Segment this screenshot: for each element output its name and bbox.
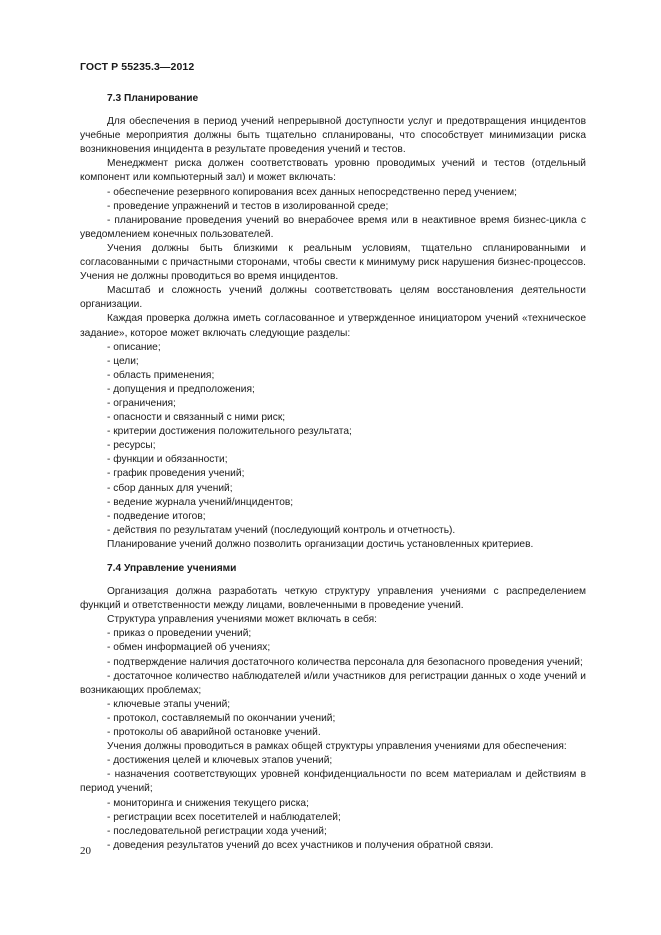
page-number: 20	[80, 845, 91, 857]
list-item: - достаточное количество наблюдателей и/или участников для регистрации данных о ходе учений и возникающих проблемах;	[80, 670, 586, 696]
document-header: ГОСТ Р 55235.3—2012	[80, 61, 195, 73]
list-item: - критерии достижения положительного результата;	[107, 426, 352, 438]
list-item: - допущения и предположения;	[107, 383, 255, 395]
list-item: - проведение упражнений и тестов в изолированной среде;	[107, 200, 389, 212]
list-item: - последовательной регистрации хода учений;	[107, 825, 327, 837]
list-item: - приказ о проведении учений;	[107, 628, 252, 640]
list-item: - график проведения учений;	[107, 468, 245, 480]
list-item: - ключевые этапы учений;	[107, 698, 231, 710]
list-item: - достижения целей и ключевых этапов учений;	[107, 755, 333, 767]
section-heading-7-4: 7.4 Управление учениями	[107, 563, 237, 574]
paragraph: Каждая проверка должна иметь согласованное и утвержденное инициатором учений «техническое задание», которое может включать следующие разделы:	[80, 313, 586, 339]
list-item: - сбор данных для учений;	[107, 482, 233, 494]
list-item: - подведение итогов;	[107, 510, 206, 522]
paragraph: Учения должны быть близкими к реальным условиям, тщательно спланированными и согласованными с причастными сторонами, чтобы свести к минимуму риск нарушения бизнес-процессов. Учения не должны проводиться во время инцидентов.	[80, 242, 586, 283]
section-heading-7-3: 7.3 Планирование	[107, 93, 199, 104]
list-item: - область применения;	[107, 369, 215, 381]
list-item: - действия по результатам учений (последующий контроль и отчетность).	[107, 524, 456, 536]
list-item: - ведение журнала учений/инцидентов;	[107, 496, 294, 508]
list-item: - планирование проведения учений во внерабочее время или в неактивное время бизнес-цикла с уведомлением конечных пользователей.	[80, 214, 586, 240]
paragraph: Учения должны проводиться в рамках общей структуры управления учениями для обеспечения:	[107, 741, 567, 753]
list-item: - регистрации всех посетителей и наблюдателей;	[107, 811, 341, 823]
list-item: - протокол, составляемый по окончании учений;	[107, 712, 336, 724]
paragraph: Для обеспечения в период учений непрерывной доступности услуг и предотвращения инцидентов учебные мероприятия должны быть тщательно спланированы, что способствует минимизации риска возникновения инцидента в результате проведения учений и тестов.	[80, 116, 586, 156]
list-item: - назначения соответствующих уровней конфиденциальности по всем материалам и действиям в период учений;	[80, 769, 586, 795]
list-item: - доведения результатов учений до всех участников и получения обратной связи.	[107, 839, 494, 851]
list-item: - опасности и связанный с ними риск;	[107, 412, 286, 424]
list-item: - ограничения;	[107, 397, 176, 409]
paragraph: Менеджмент риска должен соответствовать уровню проводимых учений и тестов (отдельный компонент или компьютерный зал) и может включать:	[80, 158, 586, 184]
list-item: - цели;	[107, 355, 139, 367]
paragraph: Организация должна разработать четкую структуру управления учениями с распределением функций и ответственности между лицами, вовлеченными в проведение учений.	[80, 586, 586, 612]
list-item: - подтверждение наличия достаточного количества персонала для безопасного проведения учений;	[107, 656, 583, 668]
list-item: - протоколы об аварийной остановке учений.	[107, 727, 321, 739]
list-item: - ресурсы;	[107, 440, 156, 452]
list-item: - мониторинга и снижения текущего риска;	[107, 797, 309, 809]
paragraph: Структура управления учениями может включать в себя:	[107, 614, 377, 626]
list-item: - обмен информацией об учениях;	[107, 642, 271, 654]
list-item: - описание;	[107, 341, 161, 353]
list-item: - функции и обязанности;	[107, 454, 228, 466]
list-item: - обеспечение резервного копирования всех данных непосредственно перед учением;	[107, 186, 517, 198]
paragraph: Планирование учений должно позволить организации достичь установленных критериев.	[107, 538, 534, 550]
paragraph: Масштаб и сложность учений должны соответствовать целям восстановления деятельности организации.	[80, 285, 586, 311]
document-body	[80, 92, 586, 853]
